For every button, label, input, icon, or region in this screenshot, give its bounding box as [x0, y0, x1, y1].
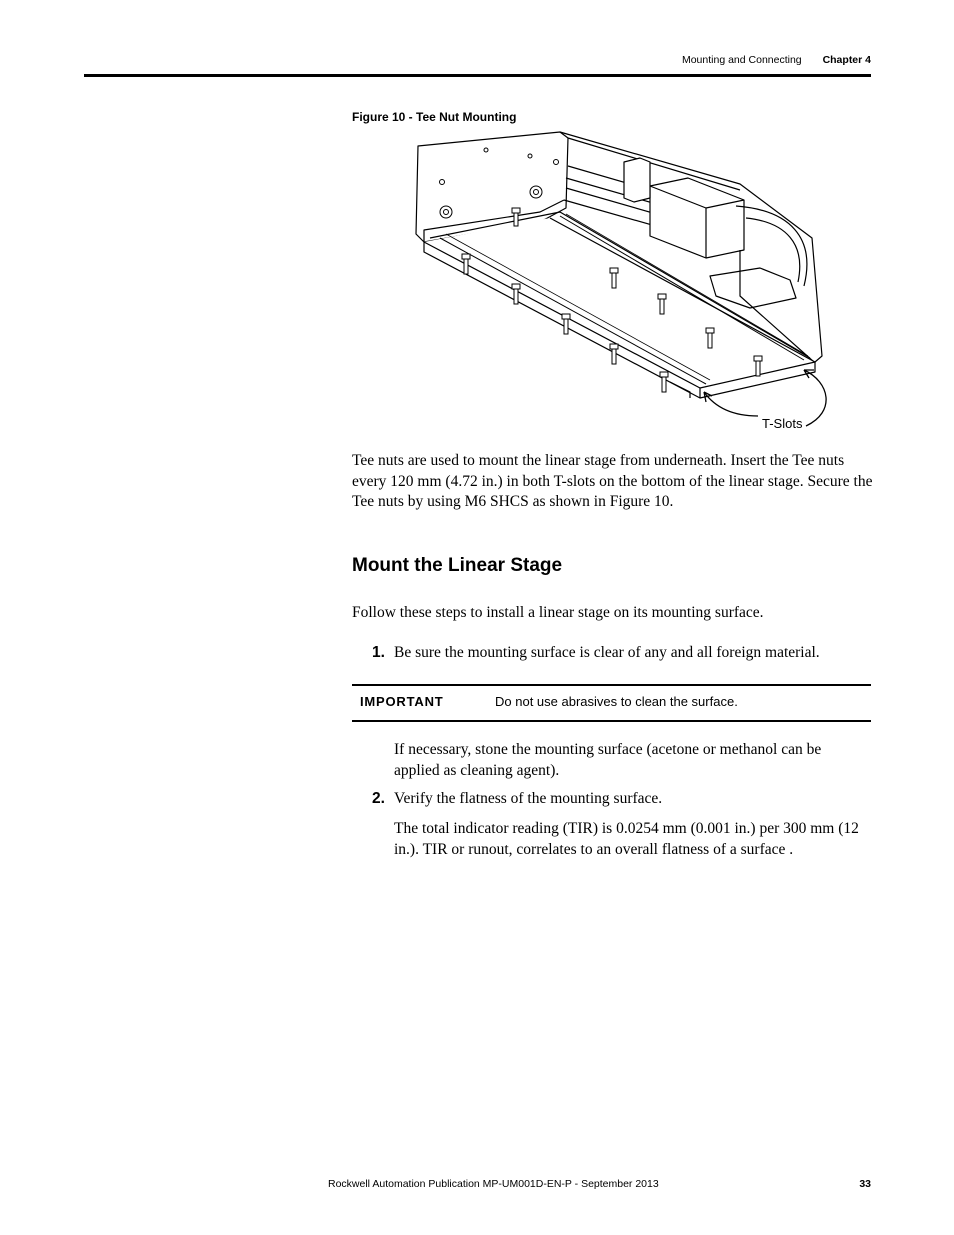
important-text: Do not use abrasives to clean the surface. [495, 694, 738, 709]
tir-paragraph: The total indicator reading (TIR) is 0.0254 mm (0.001 in.) per 300 mm (12 in.). TIR or runout, correlates to an overall flatness of a surface . [394, 820, 859, 858]
header-section: Mounting and Connecting [681, 54, 802, 66]
header-rule [84, 74, 871, 77]
cable-chain [710, 268, 796, 308]
figure-caption: Figure 10 - Tee Nut Mounting [352, 110, 517, 124]
carriage [650, 178, 744, 258]
callout-arrow-right [804, 370, 826, 426]
step-1 [372, 643, 820, 664]
header-chapter: Chapter 4 [822, 54, 871, 66]
important-notice [352, 684, 871, 722]
step-number: 2. [372, 790, 385, 807]
step-2 [372, 789, 662, 810]
page-number: 33 [859, 1178, 871, 1190]
step-number: 1. [372, 644, 385, 661]
footer-publication: Rockwell Automation Publication MP-UM001D-EN-P - September 2013 [328, 1178, 659, 1190]
running-header [682, 54, 871, 66]
important-label: IMPORTANT [360, 694, 444, 709]
section-heading: Mount the Linear Stage [352, 555, 563, 576]
step-text: Be sure the mounting surface is clear of any and all foreign material. [394, 644, 820, 661]
linear-stage-illustration [410, 126, 840, 436]
tee-nut-paragraph: Tee nuts are used to mount the linear stage from underneath. Insert the Tee nuts every 120 mm (4.72 in.) in both T-slots on the bottom of the linear stage. Secure the Tee nuts by using M6 SHCS as shown in Figure 10. [352, 452, 873, 510]
step-text: Verify the flatness of the mounting surface. [394, 790, 663, 807]
stone-paragraph: If necessary, stone the mounting surface (acetone or methanol can be applied as cleaning agent). [394, 741, 822, 779]
t-slots-label: T-Slots [762, 416, 803, 431]
intro-paragraph: Follow these steps to install a linear stage on its mounting surface. [352, 604, 764, 621]
